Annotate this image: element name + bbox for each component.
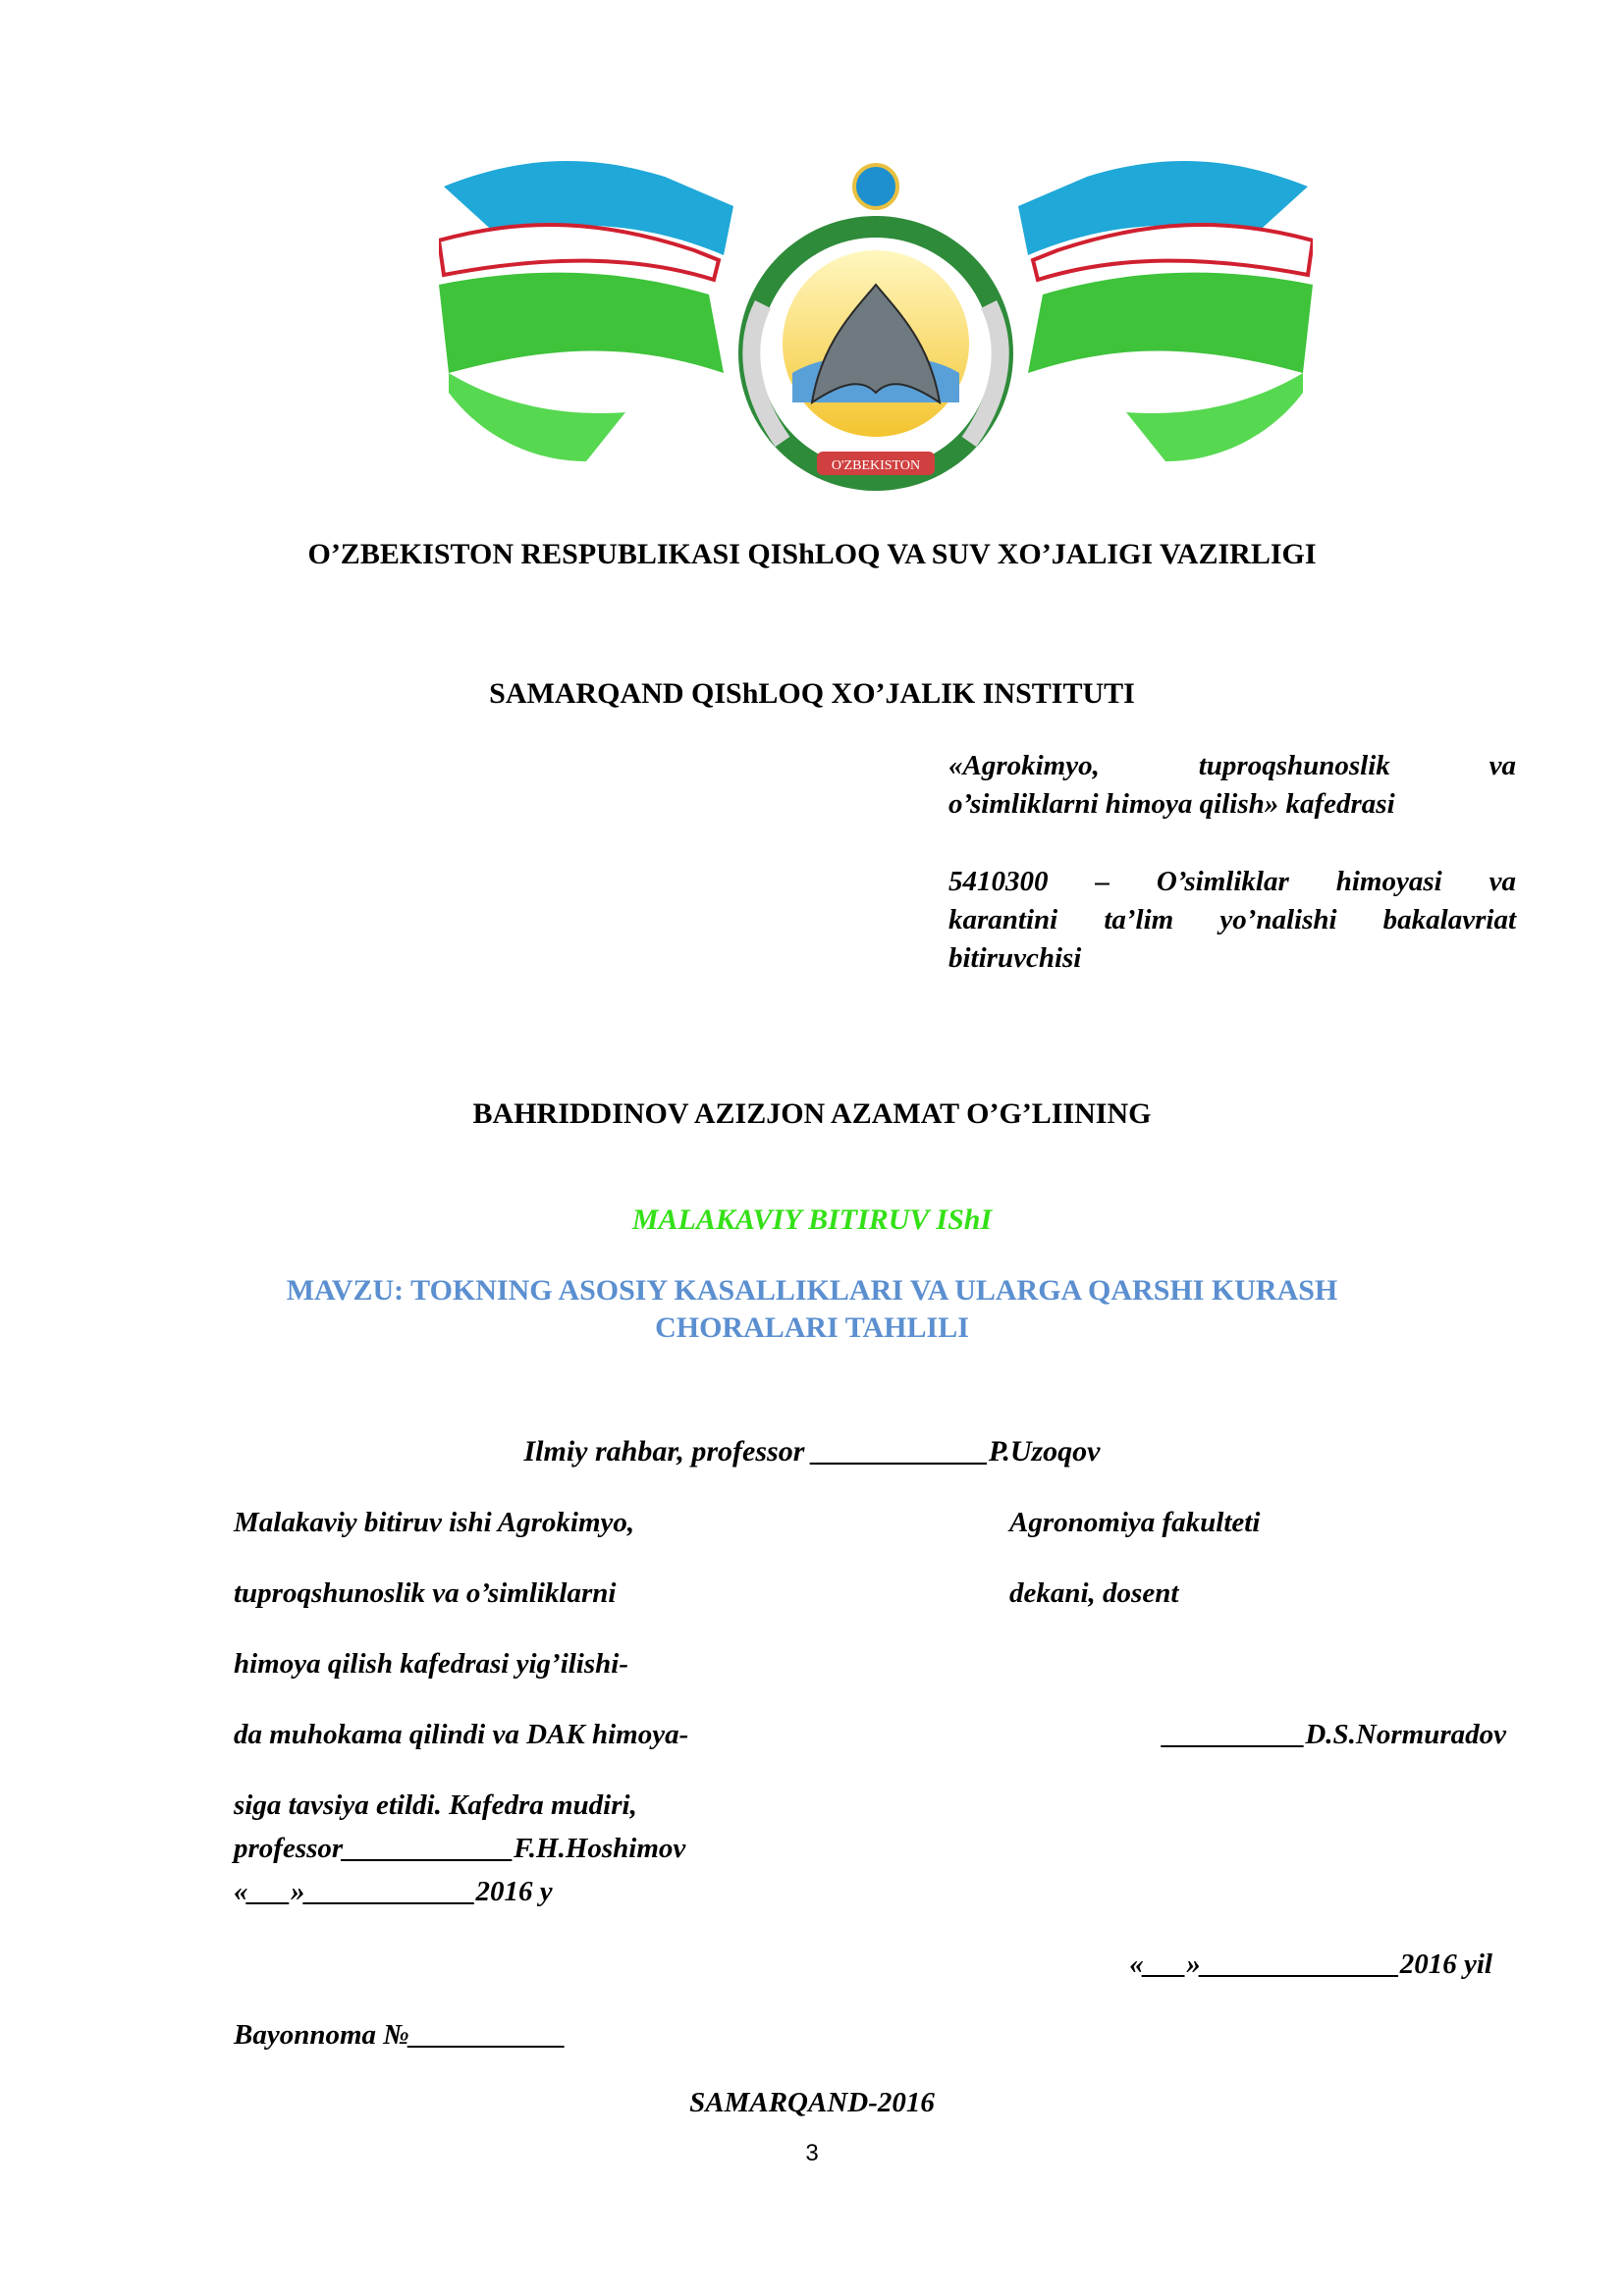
- department-line-2: o’simliklarni himoya qilish» kafedrasi: [948, 788, 1395, 820]
- left-block-line-2: tuproqshunoslik va o’simliklarni: [234, 1577, 617, 1609]
- left-block-line-1: Malakaviy bitiruv ishi Agrokimyo,: [234, 1507, 635, 1538]
- right-block-line-2: dekani, dosent: [1009, 1577, 1179, 1609]
- supervisor-line: Ilmiy rahbar, professor ____________P.Uzoqov: [523, 1435, 1101, 1468]
- left-block-line-5: siga tavsiya etildi. Kafedra mudiri,: [234, 1789, 637, 1821]
- protocol-label: Bayonnoma №___________: [234, 2019, 567, 2051]
- right-flag-ribbon: [1018, 161, 1313, 461]
- page-number: 3: [805, 2140, 819, 2166]
- work-topic-line-1: MAVZU: TOKNING ASOSIY KASALLIKLARI VA ULARGA QARSHI KURASH: [286, 1274, 1338, 1307]
- right-block-line-1: Agronomiya fakulteti: [1009, 1507, 1261, 1538]
- ministry-title: O’ZBEKISTON RESPUBLIKASI QIShLOQ VA SUV XO’JALIGI VAZIRLIGI: [307, 538, 1317, 570]
- student-name: BAHRIDDINOV AZIZJON AZAMAT O’G’LIINING: [472, 1097, 1152, 1130]
- left-flag-ribbon: [439, 161, 733, 461]
- left-block-line-6: professor____________F.H.Hoshimov: [234, 1833, 686, 1864]
- left-block-line-7: «___»____________2016 y: [234, 1876, 553, 1907]
- program-line-2: karantini ta’lim yo’nalishi bakalavriat: [948, 904, 1516, 935]
- work-type-title: MALAKAVIY BITIRUV IShI: [631, 1203, 993, 1236]
- program-block: [948, 866, 1516, 975]
- work-topic-line-2: CHORALARI TAHLILI: [655, 1311, 969, 1344]
- department-line-1: «Agrokimyo, tuproqshunoslik va: [948, 750, 1516, 781]
- state-emblem-image: [439, 147, 1313, 515]
- coat-of-arms: [738, 165, 1013, 491]
- program-line-3: bitiruvchisi: [948, 942, 1082, 974]
- city-year: SAMARQAND-2016: [689, 2087, 935, 2118]
- program-line-1: 5410300 – O’simliklar himoyasi va: [948, 866, 1516, 897]
- right-block-line-3: __________D.S.Normuradov: [1163, 1719, 1506, 1750]
- department-block: [948, 750, 1516, 821]
- left-block-line-3: himoya qilish kafedrasi yig’ilishi-: [234, 1648, 628, 1680]
- institute-title: SAMARQAND QIShLOQ XO’JALIK INSTITUTI: [489, 677, 1135, 710]
- emblem-ribbon-text: O'ZBEKISTON: [831, 458, 921, 473]
- right-block-line-4: «___»______________2016 yil: [1129, 1949, 1492, 1980]
- left-block-line-4: da muhokama qilindi va DAK himoya-: [234, 1719, 689, 1750]
